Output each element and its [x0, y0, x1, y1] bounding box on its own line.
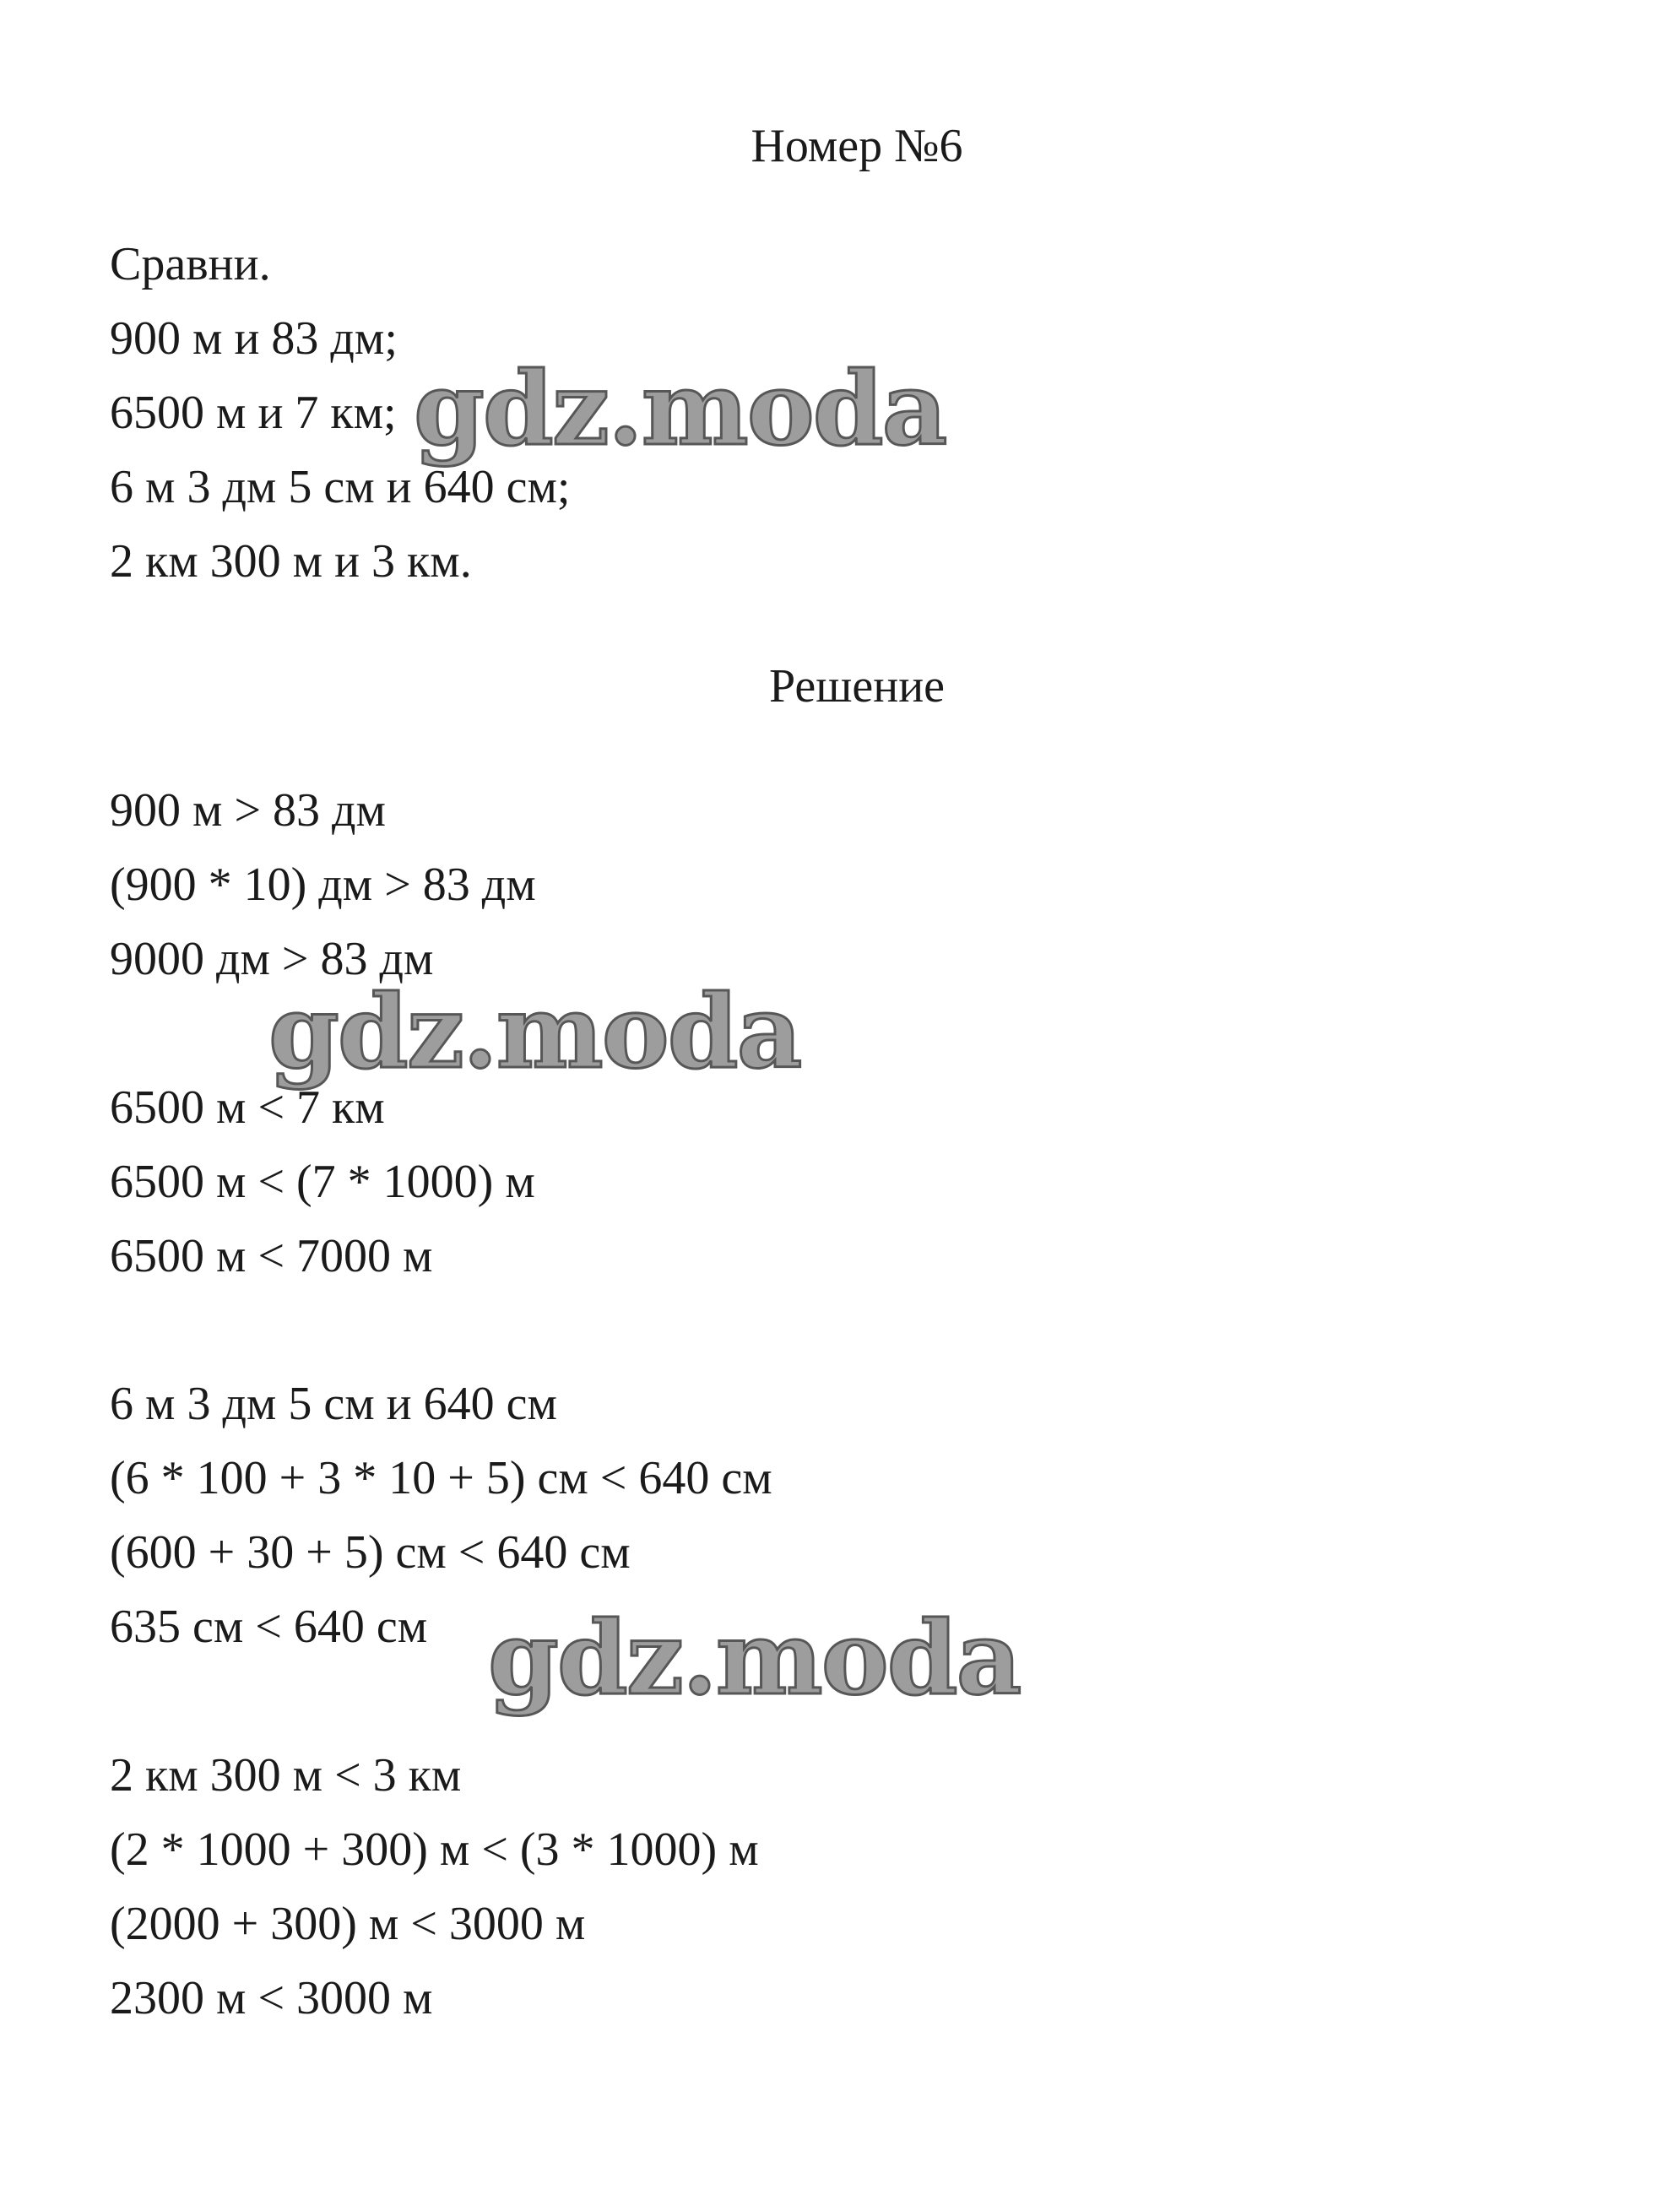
solution-line: 2 км 300 м < 3 км	[110, 1749, 462, 1802]
solution-line: 9000 дм > 83 дм	[110, 933, 434, 985]
task-item: 6 м 3 дм 5 см и 640 см;	[110, 461, 571, 513]
task-item: 2 км 300 м и 3 км.	[110, 535, 472, 588]
solution-line: (600 + 30 + 5) см < 640 см	[110, 1526, 631, 1579]
solution-line: 2300 м < 3000 м	[110, 1972, 433, 2024]
task-item: 6500 м и 7 км;	[110, 387, 397, 439]
task-item: 900 м и 83 дм;	[110, 312, 398, 365]
solution-line: 6500 м < 7000 м	[110, 1230, 433, 1282]
solution-title: Решение	[768, 660, 946, 713]
watermark: gdz.moda	[488, 1599, 1021, 1718]
watermark: gdz.moda	[414, 349, 946, 469]
solution-line: 6500 м < (7 * 1000) м	[110, 1156, 535, 1208]
solution-line: 900 м > 83 дм	[110, 784, 386, 837]
solution-line: (900 * 10) дм > 83 дм	[110, 859, 536, 911]
solution-line: (2 * 1000 + 300) м < (3 * 1000) м	[110, 1823, 759, 1876]
solution-line: 635 см < 640 см	[110, 1601, 428, 1653]
solution-line: 6500 м < 7 км	[110, 1081, 385, 1134]
task-intro: Сравни.	[110, 238, 271, 290]
solution-line: (2000 + 300) м < 3000 м	[110, 1898, 586, 1950]
page-title: Номер №6	[751, 120, 963, 172]
solution-line: (6 * 100 + 3 * 10 + 5) см < 640 см	[110, 1452, 772, 1504]
watermark: gdz.moda	[268, 973, 801, 1092]
solution-line: 6 м 3 дм 5 см и 640 см	[110, 1378, 557, 1430]
